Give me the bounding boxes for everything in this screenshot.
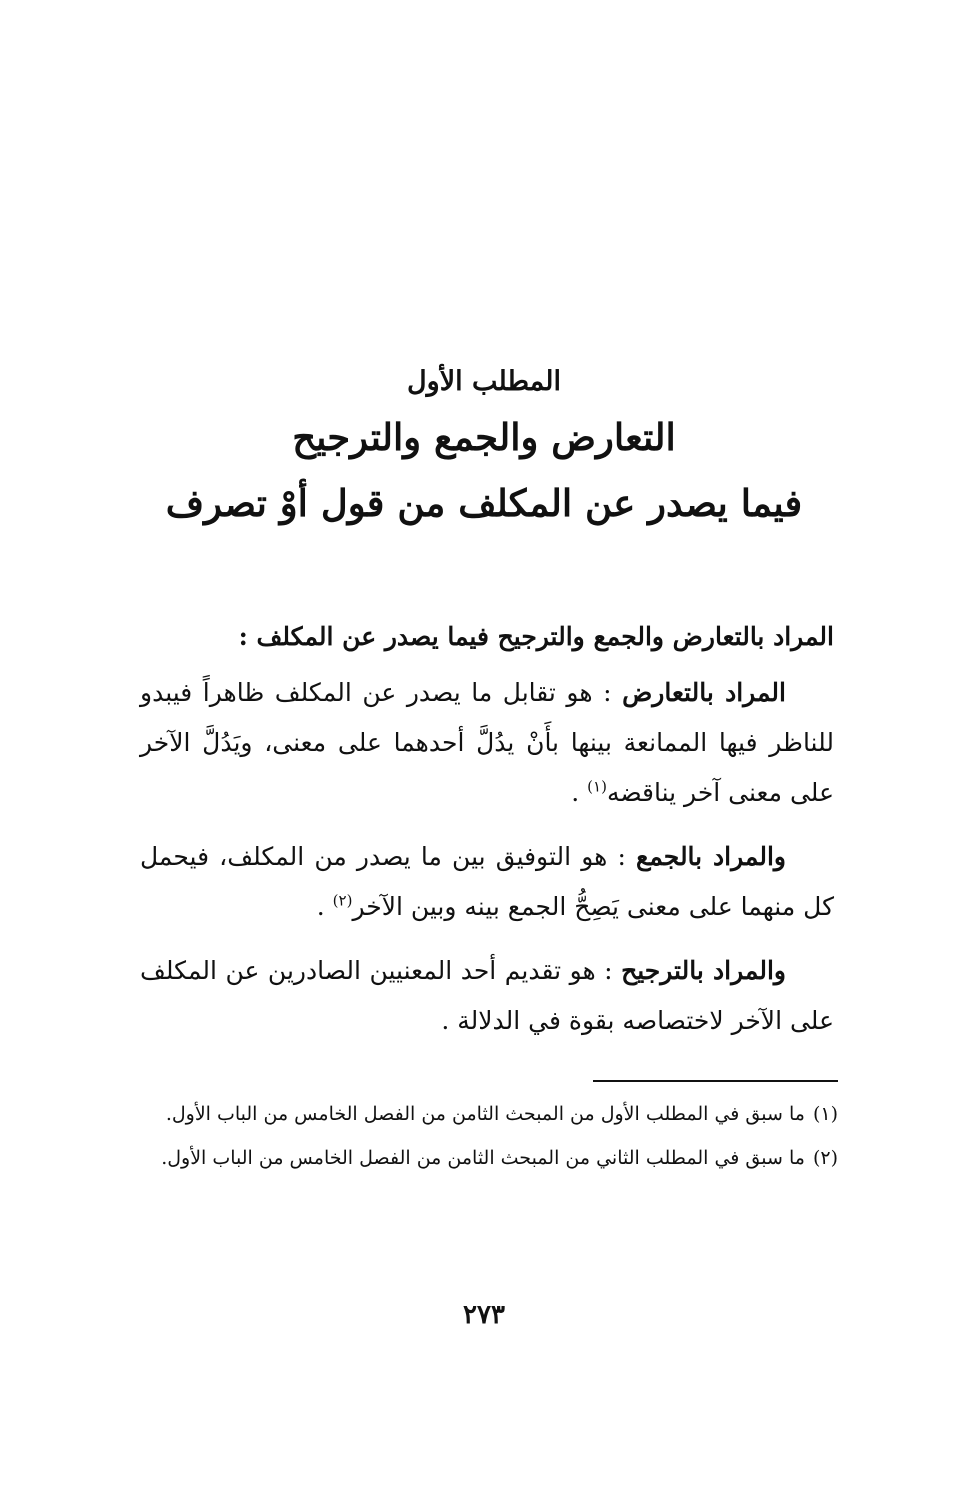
term-label: والمراد بالجمع: [636, 842, 786, 871]
paragraph-text: : هو تقديم أحد المعنيين الصادرين عن المكلف على الآخر لاختصاصه بقوة في الدلالة .: [140, 956, 834, 1035]
term-label: والمراد بالترجيح: [621, 956, 786, 985]
paragraph-end: .: [316, 892, 333, 921]
term-label: المراد بالتعارض: [622, 678, 786, 707]
section-label: المطلب الأول: [407, 366, 561, 397]
page-number: ٢٧٣: [463, 1300, 505, 1330]
paragraph-taarud: [140, 668, 834, 818]
section-title-line-1: التعارض والجمع والترجيح: [292, 415, 676, 459]
paragraph-text: : هو التوفيق بين ما يصدر من المكلف، فيحمل كل منهما على معنى يَصِحُّ الجمع بينه وبين الآخر: [140, 842, 834, 921]
footnote-item: [140, 1138, 838, 1178]
footnote-number: (٢): [812, 1147, 838, 1169]
paragraph-jam: [140, 832, 834, 932]
footnote-divider: [593, 1080, 838, 1082]
paragraph-end: .: [571, 778, 588, 807]
body-text: [140, 612, 834, 1060]
footnote-text: ما سبق في المطلب الثاني من المبحث الثامن من الفصل الخامس من الباب الأول.: [161, 1147, 805, 1169]
footnote-reference: (٢): [332, 891, 353, 910]
section-title-line-2: فيما يصدر عن المكلف من قول أوْ تصرف: [165, 481, 803, 525]
sub-heading: المراد بالتعارض والجمع والترجيح فيما يصدر عن المكلف :: [238, 622, 834, 651]
footnote-item: [140, 1094, 838, 1134]
footnotes: [140, 1094, 838, 1182]
section-heading: [120, 360, 848, 536]
footnote-number: (١): [812, 1103, 838, 1125]
paragraph-tarjih: [140, 946, 834, 1046]
footnote-reference: (١): [587, 777, 607, 796]
paragraph-text: : هو تقابل ما يصدر عن المكلف ظاهراً فيبدو للناظر فيها الممانعة بينها بأَنْ يدُلَّ أحدهما على معنى، ويَدُلَّ الآخر على معنى آخر يناقضه: [140, 678, 834, 807]
footnote-text: ما سبق في المطلب الأول من المبحث الثامن من الفصل الخامس من الباب الأول.: [165, 1103, 805, 1125]
